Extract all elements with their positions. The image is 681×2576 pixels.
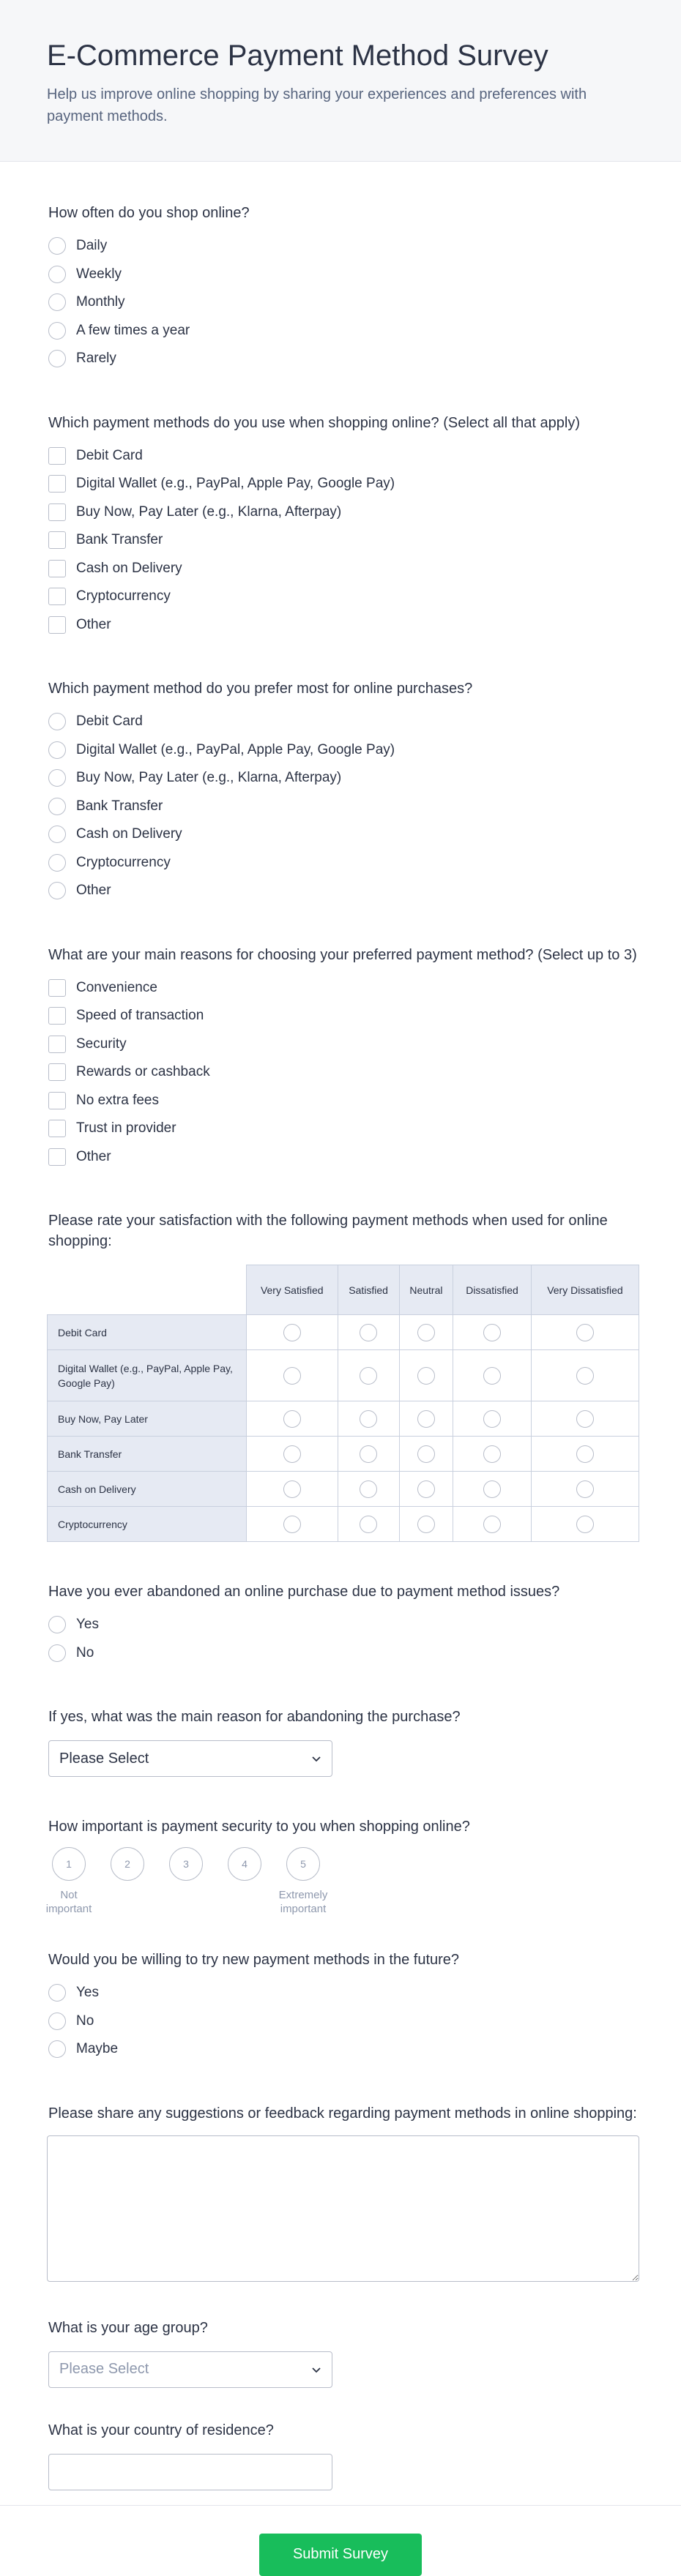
radio-button[interactable]: [417, 1367, 435, 1385]
checkbox-option[interactable]: [48, 526, 640, 555]
option-label: Cryptocurrency: [76, 588, 171, 604]
radio-button[interactable]: [417, 1516, 435, 1533]
checkbox[interactable]: [48, 1148, 66, 1166]
scale-option[interactable]: 4: [228, 1847, 261, 1881]
matrix-cell[interactable]: [399, 1315, 453, 1350]
checkbox-option[interactable]: [48, 1030, 640, 1059]
checkbox[interactable]: [48, 447, 66, 465]
checkbox[interactable]: [48, 531, 66, 549]
scale-item: [157, 1847, 215, 1917]
option-label: Cash on Delivery: [76, 560, 182, 576]
option-label: Trust in provider: [76, 1120, 176, 1137]
radio-button[interactable]: [48, 741, 66, 759]
radio-option[interactable]: [48, 317, 640, 345]
dropdown-placeholder: Please Select: [59, 2361, 149, 2377]
radio-button[interactable]: [48, 322, 66, 340]
radio-button[interactable]: [483, 1367, 501, 1385]
checkbox-option[interactable]: [48, 1002, 640, 1030]
matrix-cell[interactable]: [531, 1350, 639, 1401]
radio-button[interactable]: [48, 266, 66, 283]
radio-button[interactable]: [48, 1616, 66, 1633]
chevron-down-icon: [311, 1753, 321, 1764]
checkbox[interactable]: [48, 560, 66, 577]
scale-option[interactable]: 5: [286, 1847, 320, 1881]
radio-button[interactable]: [360, 1480, 377, 1498]
question-label: Which payment method do you prefer most for online purchases?: [48, 681, 473, 697]
matrix-column-header: Very Satisfied: [247, 1265, 338, 1315]
checkbox[interactable]: [48, 1063, 66, 1081]
radio-option[interactable]: [48, 849, 640, 877]
checkbox-option[interactable]: [48, 1058, 640, 1087]
feedback-textarea[interactable]: [47, 2135, 639, 2282]
option-label: Rewards or cashback: [76, 1064, 210, 1080]
matrix-cell[interactable]: [338, 1401, 399, 1437]
radio-button[interactable]: [483, 1324, 501, 1341]
checkbox-option[interactable]: [48, 470, 640, 498]
scale-option[interactable]: 2: [111, 1847, 144, 1881]
matrix-column-header: Very Dissatisfied: [531, 1265, 639, 1315]
matrix-cell[interactable]: [453, 1350, 532, 1401]
question-label: How important is payment security to you when shopping online?: [48, 1819, 470, 1835]
scale-item: [215, 1847, 274, 1917]
matrix-cell[interactable]: [399, 1472, 453, 1507]
matrix-row-label: Buy Now, Pay Later: [48, 1401, 247, 1437]
option-label: Bank Transfer: [76, 532, 163, 548]
option-label: No: [76, 1644, 94, 1660]
radio-button[interactable]: [283, 1367, 301, 1385]
form-header: [0, 0, 681, 162]
option-label: No: [76, 2012, 94, 2029]
radio-button[interactable]: [576, 1516, 594, 1533]
matrix-cell[interactable]: [247, 1315, 338, 1350]
radio-option[interactable]: [48, 793, 640, 821]
question-label: If yes, what was the main reason for abandoning the purchase?: [48, 1709, 461, 1725]
submit-survey-button[interactable]: Submit Survey: [259, 2534, 422, 2576]
matrix-cell[interactable]: [531, 1472, 639, 1507]
matrix-cell[interactable]: [247, 1350, 338, 1401]
option-label: A few times a year: [76, 322, 190, 338]
radio-button[interactable]: [48, 2040, 66, 2058]
question-label: What are your main reasons for choosing your preferred payment method? (Select up to 3): [48, 946, 637, 963]
option-label: Cryptocurrency: [76, 854, 171, 870]
matrix-cell[interactable]: [531, 1315, 639, 1350]
matrix-row-label: Bank Transfer: [48, 1437, 247, 1472]
radio-button[interactable]: [483, 1480, 501, 1498]
matrix-row: [48, 1437, 639, 1472]
option-label: Daily: [76, 238, 108, 254]
matrix-cell[interactable]: [338, 1315, 399, 1350]
radio-button[interactable]: [48, 882, 66, 899]
matrix-cell[interactable]: [338, 1437, 399, 1472]
radio-option[interactable]: [48, 877, 640, 905]
radio-button[interactable]: [483, 1516, 501, 1533]
checkbox[interactable]: [48, 1007, 66, 1025]
matrix-row: [48, 1315, 639, 1350]
question-label: Have you ever abandoned an online purchase due to payment method issues?: [48, 1584, 560, 1600]
option-label: Speed of transaction: [76, 1008, 204, 1024]
radio-option[interactable]: [48, 736, 640, 765]
radio-button[interactable]: [283, 1480, 301, 1498]
checkbox-option[interactable]: [48, 611, 640, 640]
question-label: What is your age group?: [48, 2319, 208, 2336]
matrix-cell[interactable]: [338, 1472, 399, 1507]
matrix-corner: [48, 1265, 247, 1315]
option-label: Digital Wallet (e.g., PayPal, Apple Pay, Google Pay): [76, 476, 395, 492]
radio-button[interactable]: [48, 2012, 66, 2030]
radio-button[interactable]: [48, 825, 66, 843]
option-label: Debit Card: [76, 714, 143, 730]
radio-button[interactable]: [48, 1644, 66, 1662]
matrix-row: [48, 1401, 639, 1437]
form-subtitle: Help us improve online shopping by sharing your experiences and preferences with payment methods.: [47, 86, 587, 124]
checkbox[interactable]: [48, 1120, 66, 1137]
question-label: Please share any suggestions or feedback regarding payment methods in online shopping:: [48, 2105, 637, 2122]
radio-option[interactable]: [48, 345, 640, 373]
radio-button[interactable]: [48, 350, 66, 367]
checkbox[interactable]: [48, 1036, 66, 1053]
radio-button[interactable]: [576, 1445, 594, 1463]
question-reasons: [48, 945, 640, 1172]
question-preferred-method: [48, 678, 640, 905]
radio-button[interactable]: [283, 1445, 301, 1463]
radio-button[interactable]: [576, 1410, 594, 1428]
radio-button[interactable]: [48, 293, 66, 311]
option-label: Cash on Delivery: [76, 826, 182, 842]
checkbox-option[interactable]: [48, 442, 640, 471]
radio-option[interactable]: [48, 708, 640, 736]
option-label: Bank Transfer: [76, 798, 163, 814]
radio-button[interactable]: [417, 1480, 435, 1498]
matrix-row: [48, 1350, 639, 1401]
radio-button[interactable]: [483, 1410, 501, 1428]
question-abandoned-purchase: [48, 1581, 640, 1667]
radio-option[interactable]: [48, 261, 640, 289]
matrix-row: [48, 1507, 639, 1542]
matrix-cell[interactable]: [453, 1315, 532, 1350]
checkbox-option[interactable]: [48, 583, 640, 611]
radio-button[interactable]: [360, 1516, 377, 1533]
form-title: E-Commerce Payment Method Survey: [47, 40, 548, 72]
radio-button[interactable]: [576, 1324, 594, 1341]
question-age-group: [48, 2318, 640, 2388]
radio-option[interactable]: [48, 1639, 640, 1668]
matrix-cell[interactable]: [399, 1401, 453, 1437]
radio-button[interactable]: [283, 1516, 301, 1533]
matrix-column-header: Neutral: [399, 1265, 453, 1315]
option-label: Monthly: [76, 294, 125, 310]
scale-item: [40, 1847, 98, 1917]
question-country: [48, 2420, 640, 2490]
matrix-cell[interactable]: [453, 1437, 532, 1472]
matrix-cell[interactable]: [247, 1437, 338, 1472]
radio-button[interactable]: [48, 1984, 66, 2002]
option-label: Maybe: [76, 2041, 119, 2057]
radio-button[interactable]: [48, 769, 66, 787]
radio-button[interactable]: [360, 1367, 377, 1385]
radio-button[interactable]: [360, 1445, 377, 1463]
question-try-new-methods: [48, 1950, 640, 2064]
matrix-cell[interactable]: [338, 1350, 399, 1401]
matrix-row-label: Cryptocurrency: [48, 1507, 247, 1542]
checkbox[interactable]: [48, 503, 66, 521]
checkbox-option[interactable]: [48, 1087, 640, 1115]
question-security-importance: [45, 1816, 640, 1917]
matrix-column-header: Dissatisfied: [453, 1265, 532, 1315]
matrix-cell[interactable]: [453, 1507, 532, 1542]
radio-button[interactable]: [283, 1410, 301, 1428]
option-label: No extra fees: [76, 1092, 159, 1108]
question-payment-methods-used: [48, 413, 640, 640]
scale-option[interactable]: 1: [52, 1847, 86, 1881]
scale-high-label: Extremely important: [278, 1889, 328, 1915]
radio-button[interactable]: [48, 798, 66, 815]
radio-option[interactable]: [48, 232, 640, 261]
option-label: Digital Wallet (e.g., PayPal, Apple Pay, Google Pay): [76, 741, 395, 757]
matrix-cell[interactable]: [453, 1472, 532, 1507]
checkbox-option[interactable]: [48, 555, 640, 583]
radio-button[interactable]: [283, 1324, 301, 1341]
option-label: Other: [76, 883, 111, 899]
option-label: Other: [76, 616, 111, 632]
matrix-cell[interactable]: [531, 1437, 639, 1472]
matrix-cell[interactable]: [247, 1472, 338, 1507]
radio-button[interactable]: [417, 1445, 435, 1463]
matrix-cell[interactable]: [338, 1507, 399, 1542]
checkbox-option[interactable]: [48, 498, 640, 527]
scale-item: [98, 1847, 157, 1917]
checkbox[interactable]: [48, 475, 66, 493]
checkbox[interactable]: [48, 588, 66, 605]
matrix-cell[interactable]: [399, 1350, 453, 1401]
question-label: How often do you shop online?: [48, 205, 250, 221]
survey-form: [0, 162, 681, 2490]
age-group-dropdown[interactable]: [48, 2351, 332, 2388]
rating-scale: [40, 1847, 640, 1917]
option-label: Yes: [76, 1617, 99, 1633]
scale-low-label: Not important: [45, 1889, 92, 1915]
checkbox[interactable]: [48, 979, 66, 997]
matrix-cell[interactable]: [453, 1401, 532, 1437]
question-satisfaction-matrix: [48, 1210, 640, 1542]
chevron-down-icon: [311, 2365, 321, 2375]
option-label: Other: [76, 1148, 111, 1164]
radio-button[interactable]: [48, 854, 66, 872]
matrix-column-header: Satisfied: [338, 1265, 399, 1315]
matrix-cell[interactable]: [531, 1507, 639, 1542]
radio-button[interactable]: [576, 1367, 594, 1385]
radio-button[interactable]: [483, 1445, 501, 1463]
radio-option[interactable]: [48, 2007, 640, 2036]
matrix-row-label: Cash on Delivery: [48, 1472, 247, 1507]
option-label: Buy Now, Pay Later (e.g., Klarna, Afterpay): [76, 770, 342, 786]
checkbox[interactable]: [48, 616, 66, 634]
matrix-cell[interactable]: [247, 1401, 338, 1437]
radio-button[interactable]: [417, 1410, 435, 1428]
question-label: Would you be willing to try new payment methods in the future?: [48, 1952, 460, 1968]
option-label: Security: [76, 1036, 127, 1052]
matrix-row-label: Digital Wallet (e.g., PayPal, Apple Pay, Google Pay): [48, 1350, 247, 1401]
question-label: Please rate your satisfaction with the following payment methods when used for online shopping:: [48, 1213, 608, 1249]
satisfaction-matrix: [47, 1265, 639, 1542]
dropdown-value: Please Select: [59, 1750, 149, 1767]
radio-button[interactable]: [360, 1410, 377, 1428]
question-feedback: [48, 2103, 640, 2285]
checkbox-option[interactable]: [48, 974, 640, 1003]
radio-button[interactable]: [417, 1324, 435, 1341]
radio-option[interactable]: [48, 2035, 640, 2064]
radio-option[interactable]: [48, 1611, 640, 1639]
question-shop-frequency: [48, 203, 640, 373]
option-label: Rarely: [76, 351, 116, 367]
option-label: Convenience: [76, 979, 157, 995]
matrix-cell[interactable]: [531, 1401, 639, 1437]
matrix-cell[interactable]: [399, 1507, 453, 1542]
abandon-reason-dropdown[interactable]: [48, 1740, 332, 1777]
matrix-row-label: Debit Card: [48, 1315, 247, 1350]
scale-option[interactable]: 3: [169, 1847, 203, 1881]
option-label: Buy Now, Pay Later (e.g., Klarna, Afterpay): [76, 503, 342, 520]
radio-button[interactable]: [48, 237, 66, 255]
radio-option[interactable]: [48, 1979, 640, 2007]
scale-item: [274, 1847, 332, 1917]
radio-button[interactable]: [576, 1480, 594, 1498]
option-label: Weekly: [76, 266, 122, 282]
option-label: Yes: [76, 1985, 99, 2001]
question-abandon-reason: [48, 1707, 640, 1777]
form-footer: [0, 2505, 681, 2576]
matrix-cell[interactable]: [247, 1507, 338, 1542]
matrix-row: [48, 1472, 639, 1507]
radio-option[interactable]: [48, 764, 640, 793]
checkbox-option[interactable]: [48, 1143, 640, 1172]
matrix-cell[interactable]: [399, 1437, 453, 1472]
country-input[interactable]: [48, 2454, 332, 2490]
radio-option[interactable]: [48, 288, 640, 317]
radio-option[interactable]: [48, 820, 640, 849]
option-label: Debit Card: [76, 447, 143, 463]
checkbox[interactable]: [48, 1092, 66, 1109]
question-label: What is your country of residence?: [48, 2422, 274, 2438]
radio-button[interactable]: [360, 1324, 377, 1341]
checkbox-option[interactable]: [48, 1115, 640, 1143]
radio-button[interactable]: [48, 713, 66, 730]
question-label: Which payment methods do you use when shopping online? (Select all that apply): [48, 414, 580, 431]
